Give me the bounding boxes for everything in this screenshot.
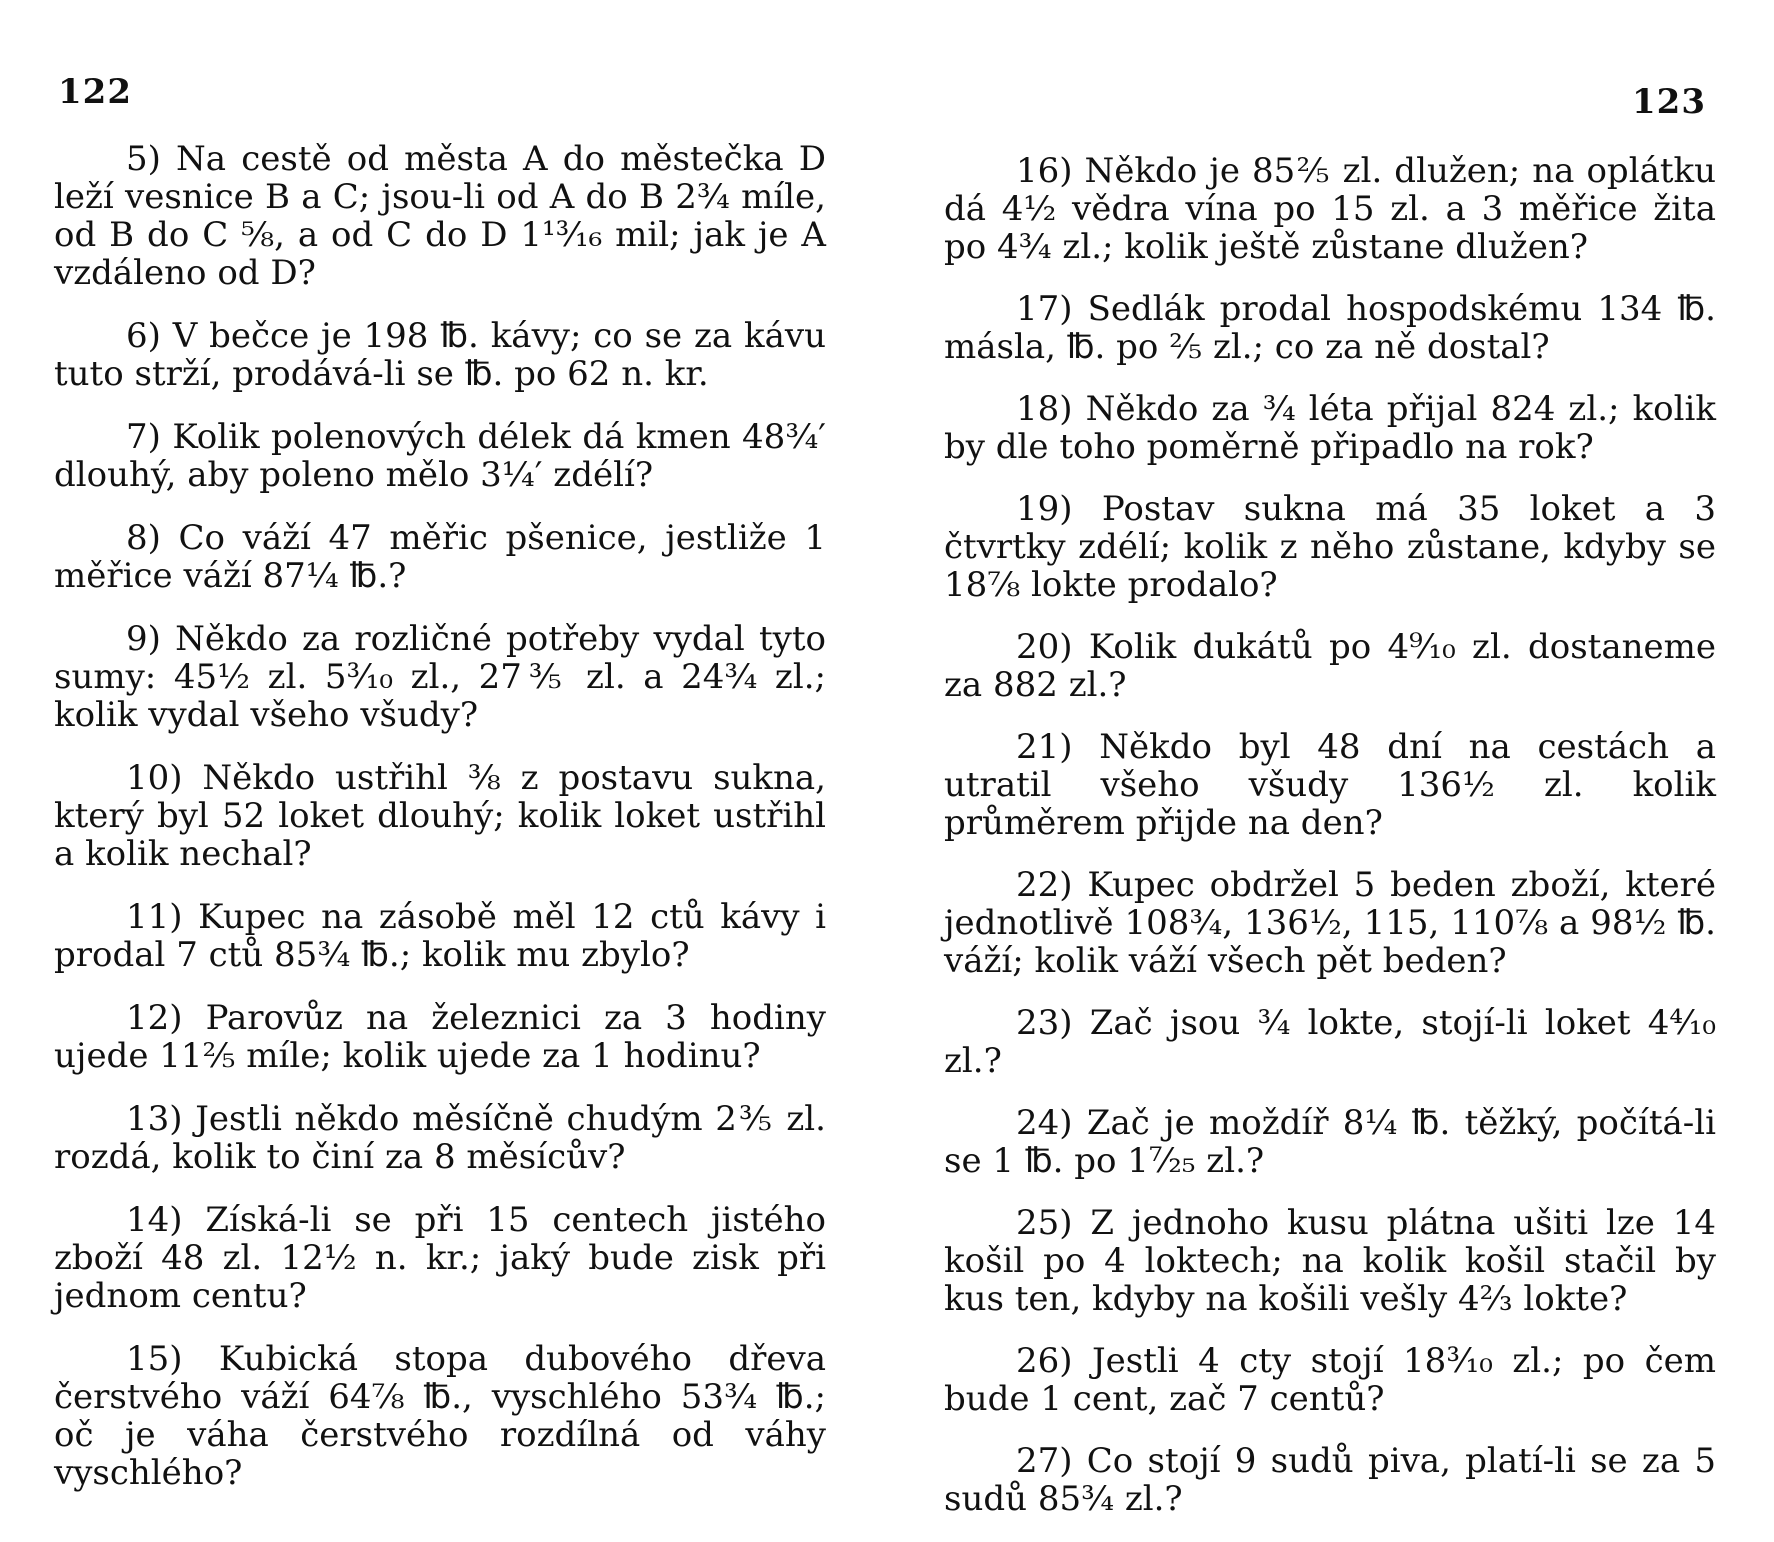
problem-20: 20) Kolik dukátů po 4⁹⁄₁₀ zl. dostaneme za 882 zl.? — [944, 627, 1716, 705]
problem-12: 12) Parovůz na železnici za 3 hodiny ujede 11⅖ míle; kolik ujede za 1 hodinu? — [54, 998, 826, 1076]
problem-9: 9) Někdo za rozličné potřeby vydal tyto sumy: 45½ zl. 5³⁄₁₀ zl., 27⅗ zl. a 24¾ zl.; kolik vydal všeho všudy? — [54, 619, 826, 735]
problem-25: 25) Z jednoho kusu plátna ušiti lze 14 košil po 4 loktech; na kolik košil stačil by kus ten, kdyby na košili vešly 4⅔ lokte? — [944, 1203, 1716, 1319]
problem-24: 24) Zač je moždíř 8¼ ℔. těžký, počítá-li se 1 ℔. po 1⁷⁄₂₅ zl.? — [944, 1103, 1716, 1181]
problem-13: 13) Jestli někdo měsíčně chudým 2⅗ zl. rozdá, kolik to činí za 8 měsícův? — [54, 1099, 826, 1177]
problem-19: 19) Postav sukna má 35 loket a 3 čtvrtky zdélí; kolik z něho zůstane, kdyby se 18⅞ lokte prodalo? — [944, 489, 1716, 605]
problem-7: 7) Kolik polenových délek dá kmen 48¾′ dlouhý, aby poleno mělo 3¼′ zdélí? — [54, 417, 826, 495]
problem-10: 10) Někdo ustřihl ⅜ z postavu sukna, který byl 52 loket dlouhý; kolik loket ustřihl a kolik nechal? — [54, 758, 826, 874]
problem-22: 22) Kupec obdržel 5 beden zboží, které jednotlivě 108¾, 136½, 115, 110⅞ a 98½ ℔. váží; kolik váží všech pět beden? — [944, 865, 1716, 981]
problem-23: 23) Zač jsou ¾ lokte, stojí-li loket 4⁴⁄₁₀ zl.? — [944, 1003, 1716, 1081]
problem-14: 14) Získá-li se při 15 centech jistého zboží 48 zl. 12½ n. kr.; jaký bude zisk při jednom centu? — [54, 1200, 826, 1316]
problem-5: 5) Na cestě od města A do městečka D leží vesnice B a C; jsou-li od A do B 2¾ míle, od B do C ⅝, a od C do D 1¹³⁄₁₆ mil; jak je A vzdáleno od D? — [54, 139, 826, 293]
problem-26: 26) Jestli 4 cty stojí 18³⁄₁₀ zl.; po čem bude 1 cent, zač 7 centů? — [944, 1341, 1716, 1419]
right-page — [930, 0, 1730, 1519]
problem-16: 16) Někdo je 85⅖ zl. dlužen; na oplátku dá 4½ vědra vína po 15 zl. a 3 měřice žita po 4¾ zl.; kolik ještě zůstane dlužen? — [944, 151, 1716, 267]
problem-11: 11) Kupec na zásobě měl 12 ctů kávy i prodal 7 ctů 85¾ ℔.; kolik mu zbylo? — [54, 897, 826, 975]
problem-list — [944, 152, 1716, 1542]
problem-6: 6) V bečce je 198 ℔. kávy; co se za kávu tuto strží, prodává-li se ℔. po 62 n. kr. — [54, 316, 826, 394]
page-number: 122 — [58, 72, 132, 112]
problem-8: 8) Co váží 47 měřic pšenice, jestliže 1 měřice váží 87¼ ℔.? — [54, 518, 826, 596]
page-number: 123 — [1632, 82, 1706, 122]
problem-18: 18) Někdo za ¾ léta přijal 824 zl.; kolik by dle toho poměrně připadlo na rok? — [944, 389, 1716, 467]
problem-21: 21) Někdo byl 48 dní na cestách a utratil všeho všudy 136½ zl. kolik průměrem přijde na den? — [944, 727, 1716, 843]
problem-15: 15) Kubická stopa dubového dřeva čerstvého váží 64⅞ ℔., vyschlého 53¾ ℔.; oč je váha čerstvého rozdílná od váhy vyschlého? — [54, 1339, 826, 1493]
left-page — [40, 0, 840, 1500]
problem-17: 17) Sedlák prodal hospodskému 134 ℔. másla, ℔. po ⅖ zl.; co za ně dostal? — [944, 289, 1716, 367]
problem-list — [54, 140, 826, 1517]
problem-27: 27) Co stojí 9 sudů piva, platí-li se za 5 sudů 85¾ zl.? — [944, 1441, 1716, 1519]
